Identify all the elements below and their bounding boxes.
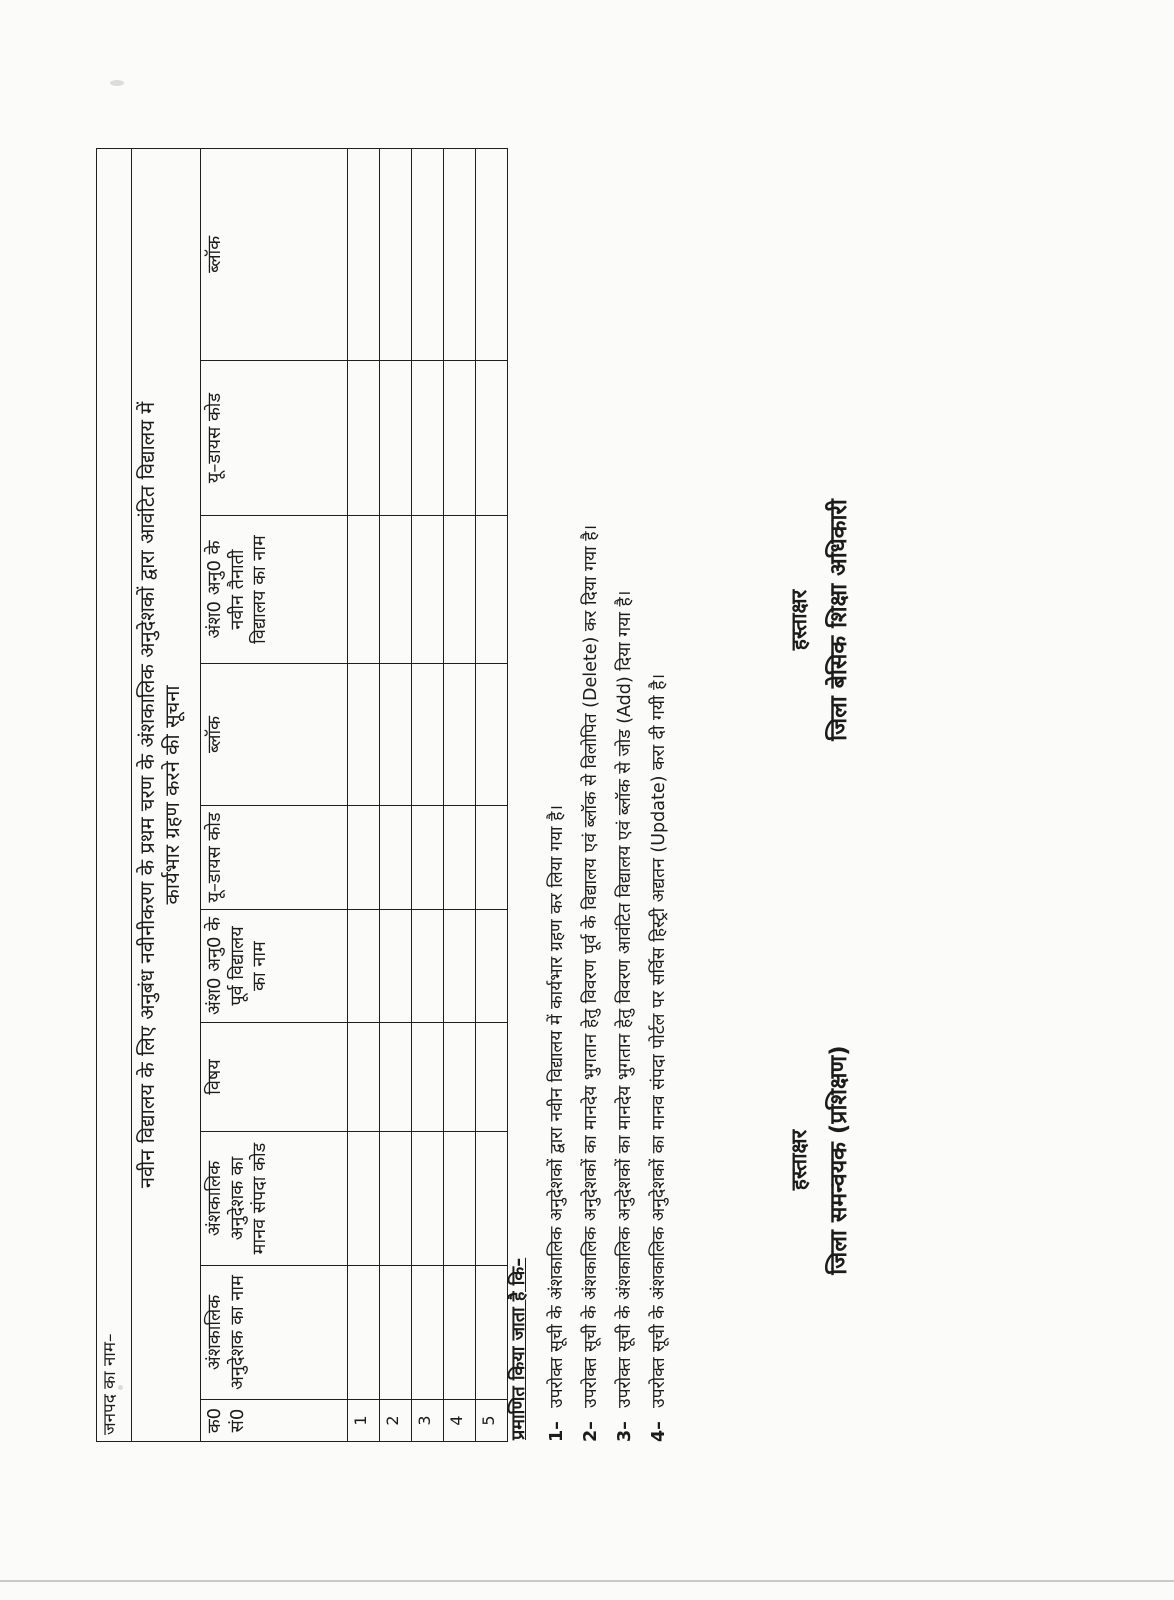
table-row xyxy=(412,148,444,1441)
table-row xyxy=(380,148,412,1441)
column-header-manav-sampada-code: अंशकालिक अनुदेशक का मानव संपदा कोड xyxy=(201,1132,348,1266)
district-name-label: जनपद का नाम– xyxy=(97,148,132,1441)
certification-heading: प्रमाणित किया जाता है कि– xyxy=(508,1257,529,1440)
joining-report-table xyxy=(96,148,508,1442)
table-row xyxy=(476,148,508,1441)
signatory-designation: जिला बेसिक शिक्षा अधिकारी xyxy=(826,499,852,741)
column-header-instructor-name: अंशकालिक अनुदेशक का नाम xyxy=(201,1266,348,1400)
serial-number: 4 xyxy=(444,1400,476,1442)
certification-item xyxy=(540,22,574,1442)
column-header-previous-block: ब्लॉक xyxy=(201,664,348,806)
table-cell xyxy=(476,1132,508,1266)
table-cell xyxy=(412,1132,444,1266)
column-header-new-block: ब्लॉक xyxy=(201,148,348,360)
table-cell xyxy=(444,516,476,664)
table-cell xyxy=(476,361,508,516)
signature-label: हस्ताक्षर xyxy=(787,589,811,651)
table-cell xyxy=(380,148,412,360)
signatory-designation: जिला समन्वयक (प्रशिक्षण) xyxy=(826,1045,852,1275)
table-cell xyxy=(380,516,412,664)
table-cell xyxy=(348,1132,380,1266)
column-header-previous-school: अंश0 अनु0 के पूर्व विद्यालय का नाम xyxy=(201,910,348,1023)
table-cell xyxy=(444,1132,476,1266)
table-cell xyxy=(444,1023,476,1132)
table-cell xyxy=(348,148,380,360)
signature-label: हस्ताक्षर xyxy=(787,1129,811,1191)
table-row xyxy=(444,148,476,1441)
table-cell xyxy=(444,910,476,1023)
table-cell xyxy=(348,516,380,664)
table-cell xyxy=(444,806,476,910)
table-cell xyxy=(476,806,508,910)
table-cell xyxy=(476,1266,508,1400)
table-cell xyxy=(412,664,444,806)
table-cell xyxy=(444,1266,476,1400)
serial-number: 2 xyxy=(380,1400,412,1442)
table-cell xyxy=(348,806,380,910)
table-cell xyxy=(380,1023,412,1132)
table-row xyxy=(348,148,380,1441)
table-cell xyxy=(476,516,508,664)
table-cell xyxy=(380,1132,412,1266)
table-cell xyxy=(476,1023,508,1132)
report-title-line1: नवीन विद्यालय के लिए अनुबंध नवीनीकरण के प्रथम चरण के अंशकालिक अनुदेशकों द्वारा आवंटित विद्यालय में xyxy=(135,401,159,1189)
table-cell xyxy=(476,910,508,1023)
table-cell xyxy=(380,910,412,1023)
signature-block-district-coordinator xyxy=(785,1000,853,1320)
table-cell xyxy=(348,1023,380,1132)
table-cell xyxy=(412,516,444,664)
table-cell xyxy=(380,664,412,806)
table-cell xyxy=(348,664,380,806)
table-cell xyxy=(380,1266,412,1400)
table-cell xyxy=(380,806,412,910)
report-title xyxy=(132,148,201,1441)
column-header-serial: क0 सं0 xyxy=(201,1400,348,1442)
column-header-subject: विषय xyxy=(201,1023,348,1132)
table-cell xyxy=(380,361,412,516)
table-cell xyxy=(412,910,444,1023)
column-header-new-school: अंश0 अनु0 के नवीन तैनाती विद्यालय का नाम xyxy=(201,516,348,664)
table-cell xyxy=(476,664,508,806)
serial-number: 5 xyxy=(476,1400,508,1442)
certification-item-number: 2– xyxy=(581,1421,601,1442)
certification-item xyxy=(574,22,608,1442)
table-cell xyxy=(412,1023,444,1132)
column-header-previous-udise-code: यू–डायस कोड xyxy=(201,806,348,910)
certification-item-text: उपरोक्त सूची के अंशकालिक अनुदेशकों का मानदेय भुगतान हेतु विवरण पूर्व के विद्यालय एवं ब्लॉक से विलोपित (Delete) कर दिया गया है। xyxy=(581,524,601,1408)
table-cell xyxy=(412,361,444,516)
serial-number: 3 xyxy=(412,1400,444,1442)
certification-item-number: 1– xyxy=(547,1421,567,1442)
certification-item-text: उपरोक्त सूची के अंशकालिक अनुदेशकों का मानव संपदा पोर्टल पर सर्विस हिस्ट्री अद्यतन (Update) करा दी गयी है। xyxy=(649,673,669,1408)
certification-list xyxy=(540,22,676,1442)
signature-block-bsa xyxy=(785,410,853,830)
table-cell xyxy=(444,664,476,806)
certification-item xyxy=(642,22,676,1442)
table-cell xyxy=(444,148,476,360)
certification-item-number: 3– xyxy=(615,1421,635,1442)
table-cell xyxy=(348,1266,380,1400)
certification-item xyxy=(608,22,642,1442)
certification-item-text: उपरोक्त सूची के अंशकालिक अनुदेशकों द्वारा नवीन विद्यालय में कार्यभार ग्रहण कर लिया गया है। xyxy=(547,804,567,1408)
table-cell xyxy=(412,148,444,360)
table-cell xyxy=(348,910,380,1023)
column-header-new-udise-code: यू–डायस कोड xyxy=(201,361,348,516)
table-cell xyxy=(476,148,508,360)
serial-number: 1 xyxy=(348,1400,380,1442)
certification-item-text: उपरोक्त सूची के अंशकालिक अनुदेशकों का मानदेय भुगतान हेतु विवरण आवंटित विद्यालय एवं ब्लॉक से जोड (Add) दिया गया है। xyxy=(615,590,635,1408)
report-title-line2: कार्यभार ग्रहण करने की सूचना xyxy=(160,685,184,905)
certification-item-number: 4– xyxy=(649,1421,669,1442)
table-cell xyxy=(412,1266,444,1400)
table-cell xyxy=(444,361,476,516)
table-cell xyxy=(348,361,380,516)
table-cell xyxy=(412,806,444,910)
